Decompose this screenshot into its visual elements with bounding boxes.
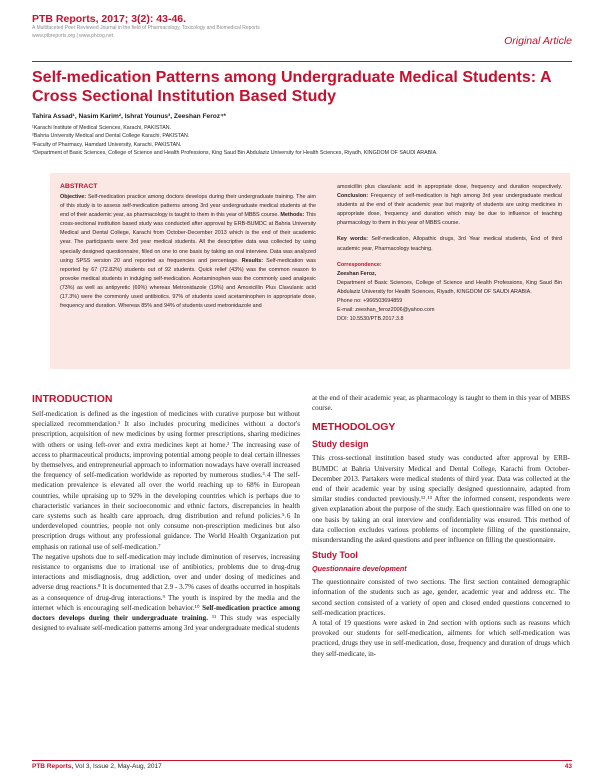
body-column-right bbox=[312, 393, 570, 659]
keywords bbox=[337, 235, 562, 253]
methods-text: This cross-sectional institution based study was conducted after approval by ERB-BUMDC at Bahria University Medical and Dental College, Karachi from October-December 2013 which is the end of their academic year. The participants were 3rd year medical students. All the descriptive data was collected by using specially designed questionnaire, filled on one to one basis by taking an oral interview. Data was analyzed using SPSS version 20 and reported as frequencies and percentage. bbox=[60, 212, 316, 264]
abstract-column-right bbox=[337, 183, 562, 324]
footer-divider bbox=[32, 760, 572, 761]
objective-label: Objective: bbox=[60, 194, 87, 200]
correspondence-address: Department of Basic Sciences, College of Science and Health Professions, King Saud Bin Abdulaziz University for Health Sciences, Riyadh, KINGDOM OF SAUDI ARABIA. bbox=[337, 279, 562, 295]
affiliations bbox=[32, 124, 577, 158]
objective-text: Self-medication practice among doctors develops during their undergraduate training. The aim of this study is to assess self-medication patterns among 3rd year undergraduate medical students at the end of their academic year, as pharmacology is taught to them in this year of MBBS course. bbox=[60, 194, 316, 219]
study-design-text: This cross-sectional institution based study was conducted after approval by ERB-BUMDC at Bahria University Medical and Dental College, Karachi from October-December 2013. Partakers were medical students of third year. Data was collected at the end of their academic year by using specially designed questionnaire, adapted from similar studies conducted previously.¹²˒¹³ After the informed consent, respondents were given explanation about the purpose of the study. Each questionnaire was filled on one to one basis by taking an oral interview and confidentiality was ensured. This method of data collection excludes various problems of incomplete filling of the questionnaire, misunderstanding the asked questions and peer influence on filling the questionnaire. bbox=[312, 454, 570, 545]
journal-description-line1: A Multifaceted Peer Reviewed Journal in the field of Pharmacology, Toxicology and bbox=[32, 25, 215, 31]
introduction-paragraph-2-bold: Self-medication practice among doctors develops during their undergraduate training. bbox=[32, 603, 300, 623]
correspondence bbox=[337, 261, 562, 325]
questionnaire-paragraph-1: The questionnaire consisted of two sections. The first section contained demographic information of the students such as age, gender, academic year and address etc. The second section consisted of a variety of open and closed ended questions concerned to self-medication practices. bbox=[312, 578, 570, 617]
questionnaire-development-heading: Questionnaire development bbox=[312, 564, 407, 574]
body-column-left bbox=[32, 393, 300, 633]
correspondence-label: Correspondence: bbox=[337, 261, 382, 268]
methodology-heading: METHODOLOGY bbox=[312, 421, 396, 434]
introduction-continued: at the end of their academic year, as pharmacology is taught to them in this year of MBBS course. bbox=[312, 394, 570, 413]
abstract-heading: ABSTRACT bbox=[60, 183, 98, 190]
abstract-column-left bbox=[60, 193, 316, 311]
keywords-text: Self-medication, Allopathic drugs, 3rd Year medical students, End of third academic year, Pharmacology teaching. bbox=[337, 236, 562, 252]
introduction-paragraph-1: Self-medication is defined as the ingestion of medicines with curative purpose but without specialized recommendation.¹ It also includes procuring medicines without a doctor's prescription, acquisition of new medicines by using former prescriptions, sharing medicines with others or using left-over and extra medicines kept at home.² The increasing ease of access to pharmaceutical products, improving potential among people to deal certain illnesses by themselves, and entrepreneurial approach to information nowadays have overall increased the frequency of self-medication worldwide as reported by numerous studies.³˒4 The self-medication prevalence is elevated all over the world reaching up to 68% in European countries, while upraising up to 92% in the developing countries which is perhaps due to characteristic variances in their socioeconomic and ethnic factors, discrepancies in health care systems such as health care approach, drug distribution and refund policies.⁵˒6 In underdeveloped countries, people not only consume non-prescription medicines but also prescription drugs without any professional guidance. The World Health Organization put emphasis on rational use of self-medication.⁷ bbox=[32, 410, 300, 551]
footer-citation bbox=[32, 763, 162, 770]
page-number: 43 bbox=[564, 763, 572, 770]
journal-description bbox=[32, 25, 282, 32]
affiliation-4: ⁴Department of Basic Sciences, College of Science and Health Professions, King Saud Bin Abdulaziz University for Health Sciences, Riyadh, KINGDOM OF SAUDI ARABIA. bbox=[32, 150, 438, 157]
correspondence-doi[interactable]: DOI: 10.5530/PTB.2017.3.8 bbox=[337, 316, 404, 323]
correspondence-email[interactable]: E-mail: zeeshan_feroz2006@yahoo.com bbox=[337, 307, 435, 314]
study-design-heading: Study design bbox=[312, 439, 369, 450]
footer-brand: PTB Reports, bbox=[32, 763, 74, 770]
results-text-continued: amoxicillin plus clavulanic acid in appropriate dose, frequency and duration respectively. bbox=[337, 184, 562, 190]
results-label: Results: bbox=[241, 257, 264, 264]
conclusion-label: Conclusion: bbox=[337, 193, 369, 200]
introduction-paragraph-2a: The negative upshots due to self-medication may include diminution of reserves, increasing resistance to organisms due to irrational use of antibiotics, problems due to drug-drug interactions and misdiagnosis, drug addiction, over and under dosing of medicines and adverse drug reactions.⁸ It is documented that 2.9 - 3.7% cases of deaths occurred in hospitals as a consequence of drug-drug interactions.⁹ The youth is inspired by the media and the internet which is encouraging self-medication behavior.¹⁰ bbox=[32, 552, 300, 612]
article-type: Original Article bbox=[504, 35, 572, 47]
footer-issue: Vol 3, Issue 2, May-Aug, 2017 bbox=[73, 763, 162, 770]
questionnaire-paragraph-2: A total of 19 questions were asked in 2nd section with options such as reasons which provoked our students for self-medication, ailments for which self-medication was practiced, drugs they use in self-medication, dose, frequency and duration of drugs which they self-medicate, in- bbox=[312, 619, 570, 658]
keywords-label: Key words: bbox=[337, 236, 368, 243]
affiliation-1: ¹Karachi Institute of Medical Sciences, Karachi, PAKISTAN. bbox=[32, 125, 172, 131]
author-list: Tahira Assad¹, Nasim Karim², Ishrat Younus³, Zeeshan Feroz⁴* bbox=[32, 113, 226, 120]
journal-header bbox=[32, 13, 572, 47]
study-tool-heading: Study Tool bbox=[312, 550, 358, 561]
article-title: Self-medication Patterns among Undergraduate Medical Students: A Cross Sectional Institution Based Study bbox=[32, 69, 551, 105]
journal-citation: PTB Reports, 2017; 3(2): 43-46. bbox=[32, 13, 187, 25]
conclusion-text: Frequency of self-medication is high among 3rd year undergraduate medical students at the end of their academic year but majority of students are using medicines in appropriate dose, frequency and duration which may be due to influence of teaching pharmacology to them in this year of MBBS course. bbox=[337, 193, 562, 227]
methods-label: Methods: bbox=[280, 212, 305, 219]
results-text: Self-medication was reported by 67 (72.82%) students out of 92 students. Quick relief (43%) was the common reason to provoke medical students in indulging self-medication. Acetaminophen was the commonly used analgesic (73%) as well as antipyretic (69%) whereas Metronidazole (19%) and Amoxicillin Plus Clavulanic acid (17.3%) were the commonly used antibiotics. 97% of students used acetaminophen in appropriate dose, frequency and duration. Whereas 85% and 94% of students used metronidazole and bbox=[60, 257, 316, 310]
correspondence-phone: Phone no: +966503694859 bbox=[337, 298, 403, 305]
abstract-box bbox=[50, 173, 570, 369]
header-divider bbox=[32, 61, 572, 62]
abstract-conclusion bbox=[337, 183, 562, 228]
introduction-paragraph-2 bbox=[32, 552, 300, 634]
introduction-paragraph-2b: ¹¹ This study was especially designed to evaluate self-medication patterns among 3rd year undergraduate medical students bbox=[32, 614, 300, 633]
affiliation-3: ³Faculty of Pharmacy, Hamdard University, Karachi, PAKISTAN. bbox=[32, 141, 182, 148]
journal-website[interactable]: www.ptbreports.org | www.phcog.net bbox=[32, 33, 114, 39]
correspondence-name: Zeeshan Feroz, bbox=[337, 270, 377, 277]
introduction-heading: INTRODUCTION bbox=[32, 393, 113, 405]
journal-description-line2: Biomedical Reports bbox=[216, 25, 260, 31]
affiliation-2: ²Bahria University Medical and Dental College Karachi, PAKISTAN. bbox=[32, 133, 190, 140]
